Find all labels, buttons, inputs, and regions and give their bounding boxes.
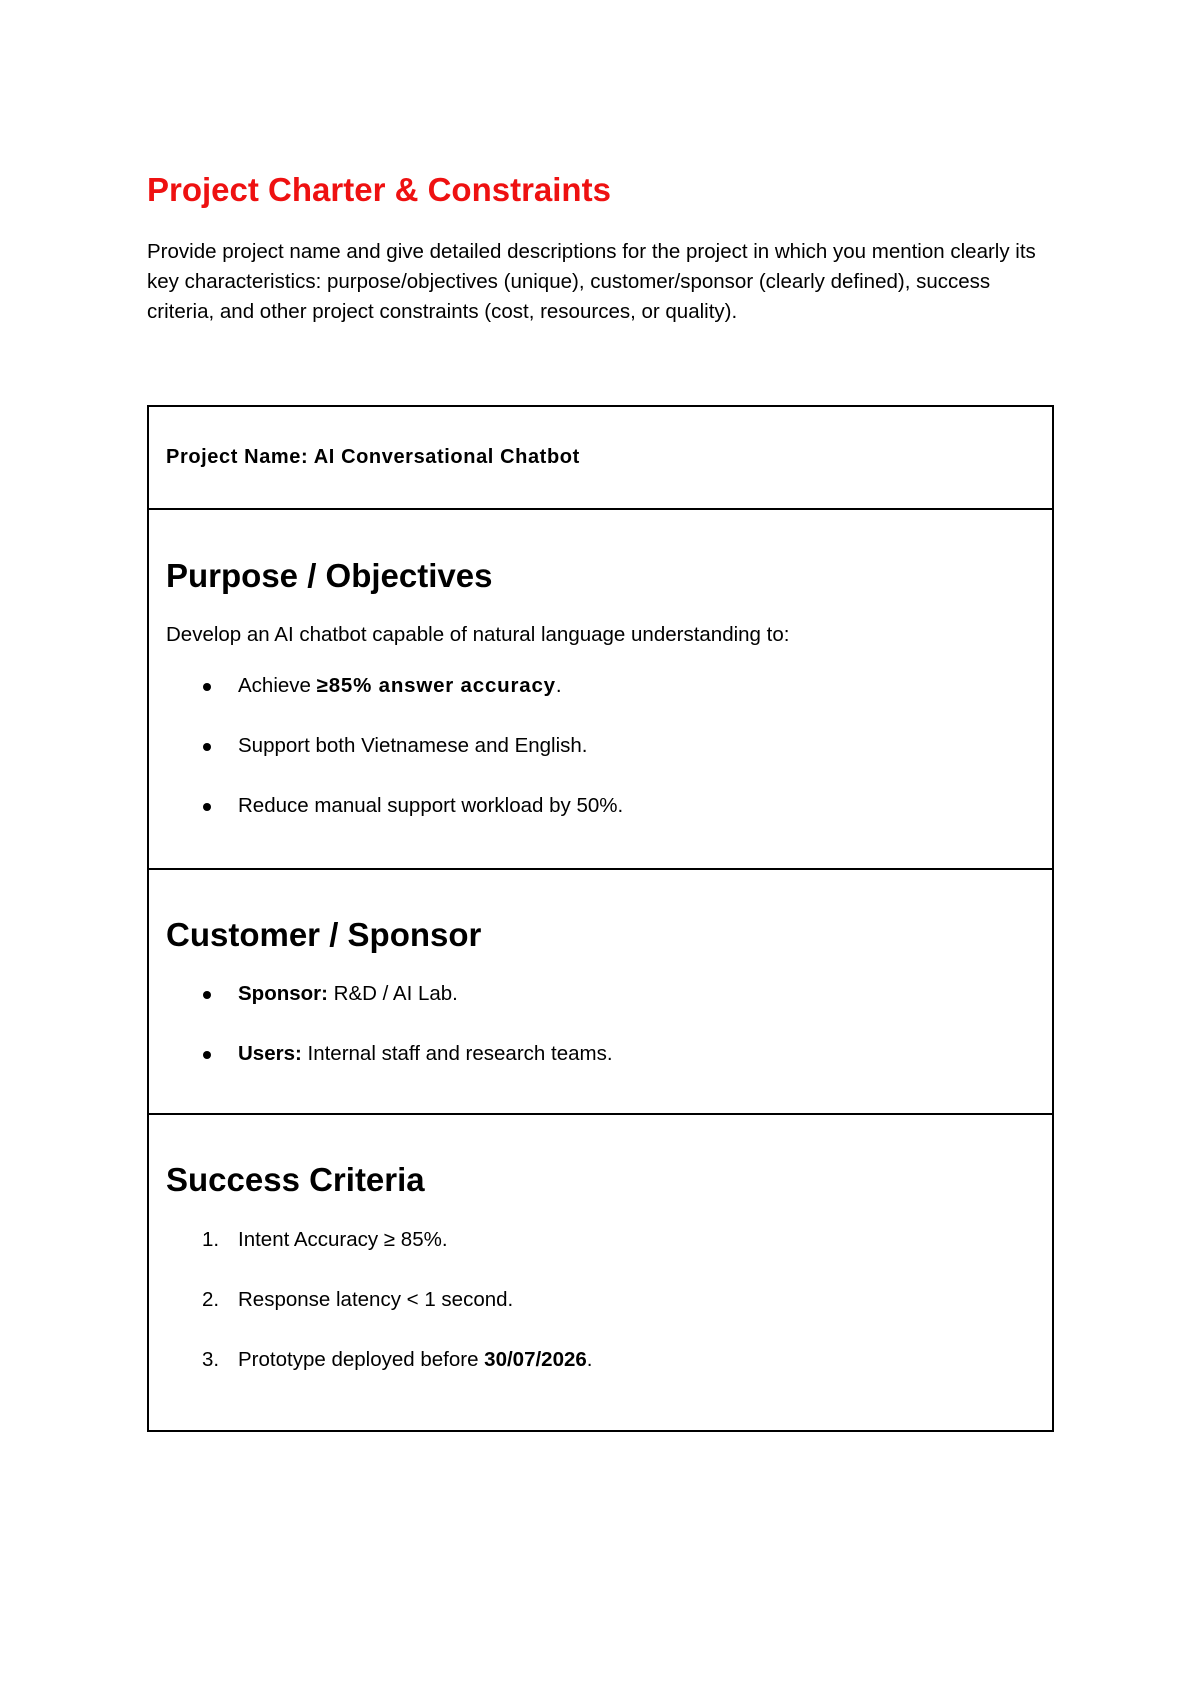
item-text: Reduce manual support workload by 50%. xyxy=(238,794,624,817)
item-label: Sponsor: xyxy=(238,982,328,1005)
item-number: 2. xyxy=(202,1288,220,1311)
item-suffix: . xyxy=(586,1348,593,1371)
project-name-cell xyxy=(149,407,1052,510)
item-text: Support both Vietnamese and English. xyxy=(238,734,588,757)
item-suffix: . xyxy=(555,674,562,697)
list-item xyxy=(166,1346,592,1374)
item-text: Intent Accuracy ≥ 85%. xyxy=(238,1228,448,1251)
charter-table xyxy=(147,405,1054,1432)
bullet-icon xyxy=(203,1051,211,1059)
purpose-intro: Develop an AI chatbot capable of natural language understanding to: xyxy=(166,623,790,646)
project-name: Project Name: AI Conversational Chatbot xyxy=(166,446,580,468)
item-prefix: Achieve xyxy=(238,674,317,697)
purpose-cell xyxy=(149,510,1052,870)
customer-heading: Customer / Sponsor xyxy=(166,916,482,953)
purpose-list xyxy=(166,672,623,820)
list-item xyxy=(166,792,623,820)
list-item xyxy=(166,1040,613,1068)
list-item xyxy=(166,732,623,760)
success-cell xyxy=(149,1115,1052,1430)
item-bold: 30/07/2026 xyxy=(484,1348,587,1371)
bullet-icon xyxy=(203,991,211,999)
item-text: R&D / AI Lab. xyxy=(327,982,458,1005)
success-list xyxy=(166,1226,592,1374)
list-item xyxy=(166,672,623,700)
bullet-icon xyxy=(203,803,211,811)
customer-list xyxy=(166,980,613,1068)
success-heading: Success Criteria xyxy=(166,1161,425,1198)
bullet-icon xyxy=(203,743,211,751)
item-label: Users: xyxy=(238,1042,302,1065)
item-text: Response latency < 1 second. xyxy=(238,1288,514,1311)
item-text: Internal staff and research teams. xyxy=(301,1042,613,1065)
list-item xyxy=(166,1226,592,1254)
purpose-heading: Purpose / Objectives xyxy=(166,557,493,594)
list-item xyxy=(166,1286,592,1314)
customer-cell xyxy=(149,870,1052,1115)
item-bold: ≥85% answer accuracy xyxy=(316,674,556,697)
item-number: 3. xyxy=(202,1348,220,1371)
intro-paragraph: Provide project name and give detailed descriptions for the project in which you mention clearly its key characteristics: purpose/objectives (unique), customer/sponsor (clearly defined), success criteria, and other project constraints (cost, resources, or quality). xyxy=(147,240,1036,323)
item-number: 1. xyxy=(202,1228,220,1251)
page-title: Project Charter & Constraints xyxy=(147,171,611,208)
bullet-icon xyxy=(203,683,211,691)
item-prefix: Prototype deployed before xyxy=(238,1348,485,1371)
list-item xyxy=(166,980,613,1008)
